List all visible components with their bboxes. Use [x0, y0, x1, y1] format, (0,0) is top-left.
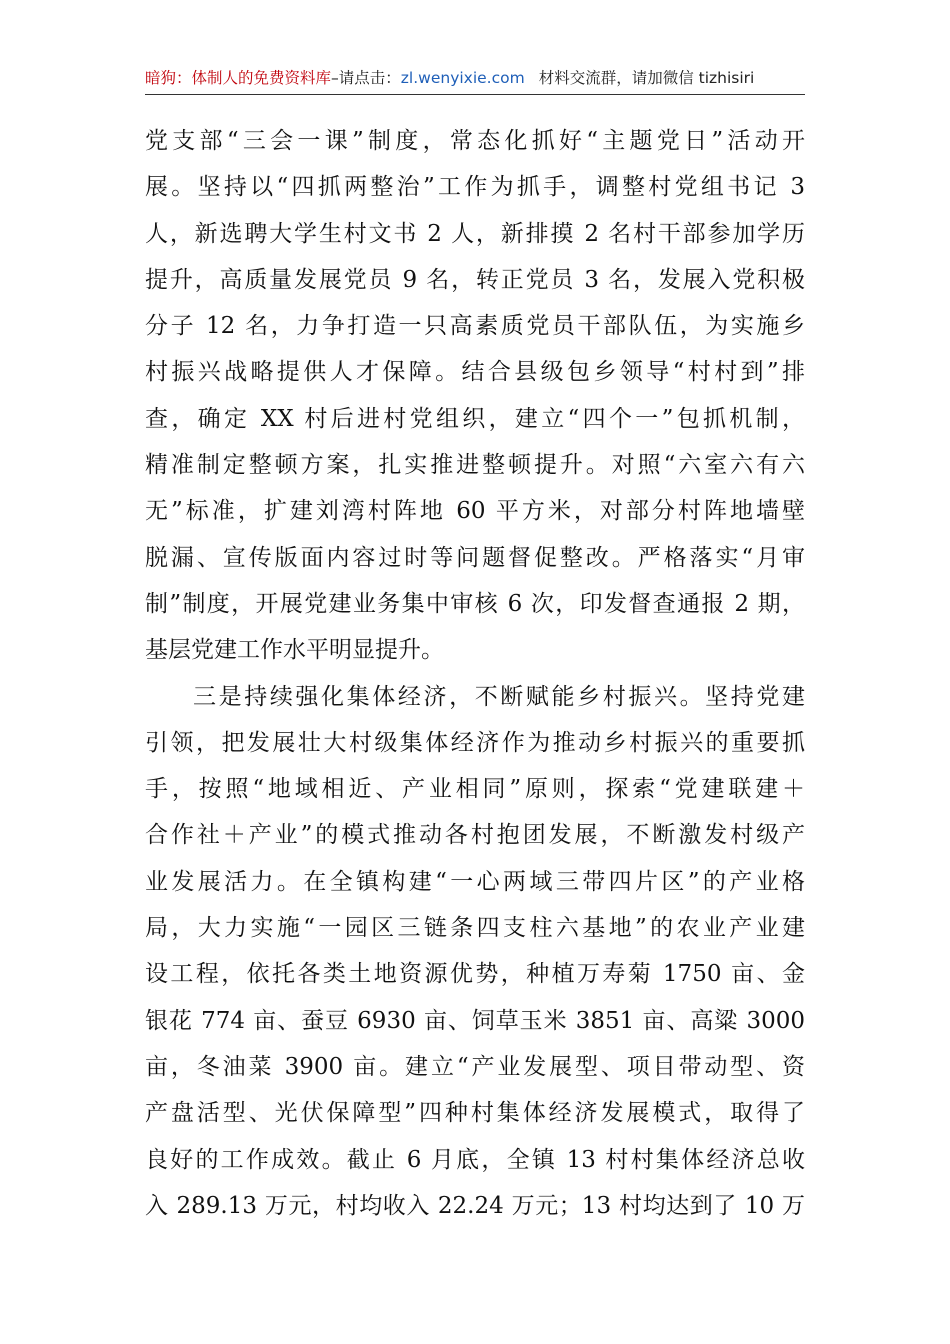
paragraph-1: [145, 118, 805, 674]
text-line: 产盘活型、光伏保障型”四种村集体经济发展模式，取得了: [145, 1100, 805, 1127]
text-line: 入 289.13 万元，村均收入 22.24 万元；13 村均达到了 10 万: [145, 1192, 805, 1219]
text-line: 局，大力实施“一园区三链条四支柱六基地”的农业产业建: [145, 915, 805, 942]
text-line: 人，新选聘大学生村文书 2 人，新排摸 2 名村干部参加学历: [145, 220, 805, 247]
text-line: 引领，把发展壮大村级集体经济作为推动乡村振兴的重要抓: [145, 729, 805, 756]
header-brand: 暗狗：体制人的免费资料库: [145, 69, 332, 87]
text-line: 亩，冬油菜 3900 亩。建立“产业发展型、项目带动型、资: [145, 1053, 805, 1080]
text-line: 银花 774 亩、蚕豆 6930 亩、饲草玉米 3851 亩、高粱 3000: [145, 1007, 805, 1034]
text-line: 手，按照“地域相近、产业相同”原则，探索“党建联建＋: [145, 776, 805, 803]
text-line: 业发展活力。在全镇构建“一心两域三带四片区”的产业格: [145, 868, 805, 895]
text-line: 分子 12 名，力争打造一只高素质党员干部队伍，为实施乡: [145, 313, 805, 340]
text-line: 制”制度，开展党建业务集中审核 6 次，印发督查通报 2 期，: [145, 590, 805, 617]
text-line: 村振兴战略提供人才保障。结合县级包乡领导“村村到”排: [145, 359, 805, 386]
text-line: 基层党建工作水平明显提升。: [145, 637, 444, 664]
text-line: 设工程，依托各类土地资源优势，种植万寿菊 1750 亩、金: [145, 961, 805, 988]
text-line: 提升，高质量发展党员 9 名，转正党员 3 名，发展入党积极: [145, 266, 805, 293]
text-line: 党支部“三会一课”制度，常态化抓好“主题党日”活动开: [145, 128, 805, 154]
text-line: 良好的工作成效。截止 6 月底，全镇 13 村村集体经济总收: [145, 1146, 805, 1173]
text-line: 脱漏、宣传版面内容过时等问题督促整改。严格落实“月审: [145, 544, 805, 571]
text-line: 精准制定整顿方案，扎实推进整顿提升。对照“六室六有六: [145, 452, 805, 479]
body-text: [145, 118, 805, 1229]
paragraph-2: [145, 674, 805, 1230]
text-line: 无”标准，扩建刘湾村阵地 60 平方米，对部分村阵地墙壁: [145, 498, 805, 525]
text-line: 查，确定 XX 村后进村党组织，建立“四个一”包抓机制，: [145, 405, 805, 432]
header-link[interactable]: zl.wenyixie.com: [400, 69, 525, 87]
header-prompt: –请点击：: [331, 69, 401, 87]
page-header: [145, 62, 805, 95]
text-line: 合作社＋产业”的模式推动各村抱团发展，不断激发村级产: [145, 822, 805, 849]
header-contact: 材料交流群，请加微信 tizhisiri: [538, 69, 755, 87]
text-line: 三是持续强化集体经济，不断赋能乡村振兴。坚持党建: [193, 683, 805, 710]
text-line: 展。坚持以“四抓两整治”工作为抓手，调整村党组书记 3: [145, 174, 805, 201]
